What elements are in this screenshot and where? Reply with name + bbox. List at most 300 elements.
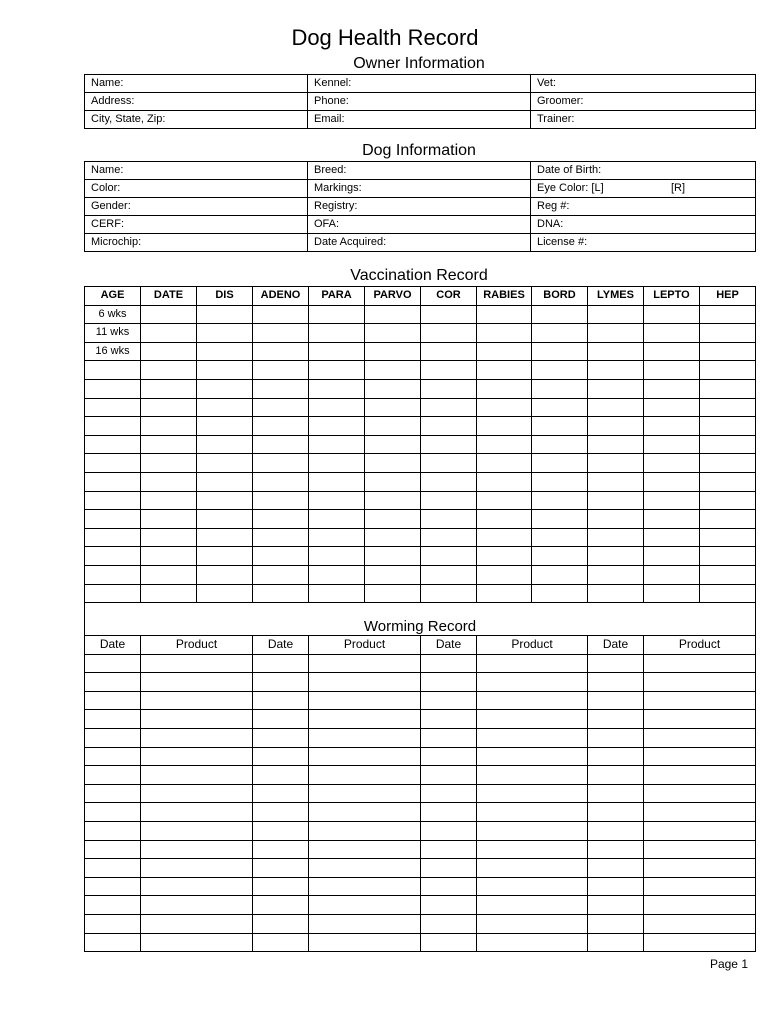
vaccination-age-cell[interactable] [85, 565, 141, 584]
worming-cell[interactable] [644, 859, 756, 878]
vaccination-cell[interactable] [477, 491, 532, 510]
dog-info-field[interactable]: Markings: [308, 180, 531, 198]
vaccination-cell[interactable] [477, 324, 532, 343]
vaccination-cell[interactable] [141, 305, 197, 324]
vaccination-cell[interactable] [700, 491, 756, 510]
vaccination-cell[interactable] [532, 565, 588, 584]
vaccination-cell[interactable] [700, 565, 756, 584]
vaccination-cell[interactable] [253, 491, 309, 510]
vaccination-cell[interactable] [309, 324, 365, 343]
vaccination-cell[interactable] [700, 472, 756, 491]
vaccination-cell[interactable] [365, 547, 421, 566]
worming-cell[interactable] [644, 710, 756, 729]
vaccination-age-cell[interactable]: 16 wks [85, 342, 141, 361]
vaccination-cell[interactable] [253, 417, 309, 436]
vaccination-cell[interactable] [197, 398, 253, 417]
worming-cell[interactable] [253, 859, 309, 878]
worming-cell[interactable] [253, 691, 309, 710]
worming-cell[interactable] [253, 822, 309, 841]
worming-cell[interactable] [588, 784, 644, 803]
worming-cell[interactable] [644, 766, 756, 785]
vaccination-age-cell[interactable]: 6 wks [85, 305, 141, 324]
worming-cell[interactable] [644, 822, 756, 841]
owner-info-field[interactable]: Name: [85, 75, 308, 93]
worming-cell[interactable] [421, 766, 477, 785]
worming-cell[interactable] [85, 691, 141, 710]
worming-cell[interactable] [477, 822, 588, 841]
worming-cell[interactable] [253, 803, 309, 822]
worming-cell[interactable] [588, 654, 644, 673]
vaccination-cell[interactable] [588, 547, 644, 566]
vaccination-cell[interactable] [365, 379, 421, 398]
worming-cell[interactable] [421, 691, 477, 710]
vaccination-cell[interactable] [253, 584, 309, 603]
worming-cell[interactable] [141, 840, 253, 859]
vaccination-cell[interactable] [644, 510, 700, 529]
worming-cell[interactable] [477, 784, 588, 803]
worming-cell[interactable] [644, 784, 756, 803]
vaccination-cell[interactable] [141, 454, 197, 473]
worming-cell[interactable] [644, 840, 756, 859]
worming-cell[interactable] [421, 803, 477, 822]
vaccination-cell[interactable] [309, 361, 365, 380]
vaccination-age-cell[interactable] [85, 528, 141, 547]
owner-info-field[interactable]: Trainer: [531, 111, 756, 129]
vaccination-cell[interactable] [141, 491, 197, 510]
vaccination-cell[interactable] [197, 547, 253, 566]
vaccination-cell[interactable] [532, 342, 588, 361]
vaccination-cell[interactable] [197, 528, 253, 547]
vaccination-cell[interactable] [588, 454, 644, 473]
vaccination-cell[interactable] [532, 584, 588, 603]
vaccination-cell[interactable] [253, 361, 309, 380]
vaccination-cell[interactable] [588, 417, 644, 436]
vaccination-age-cell[interactable]: 11 wks [85, 324, 141, 343]
worming-cell[interactable] [644, 803, 756, 822]
vaccination-cell[interactable] [700, 435, 756, 454]
vaccination-cell[interactable] [644, 361, 700, 380]
vaccination-cell[interactable] [253, 324, 309, 343]
vaccination-age-cell[interactable] [85, 584, 141, 603]
vaccination-cell[interactable] [700, 547, 756, 566]
vaccination-cell[interactable] [141, 565, 197, 584]
vaccination-cell[interactable] [700, 305, 756, 324]
worming-cell[interactable] [477, 803, 588, 822]
vaccination-cell[interactable] [532, 379, 588, 398]
vaccination-cell[interactable] [477, 379, 532, 398]
vaccination-cell[interactable] [141, 361, 197, 380]
worming-cell[interactable] [421, 673, 477, 692]
worming-cell[interactable] [421, 822, 477, 841]
vaccination-cell[interactable] [477, 528, 532, 547]
vaccination-cell[interactable] [141, 398, 197, 417]
worming-cell[interactable] [644, 654, 756, 673]
worming-cell[interactable] [421, 710, 477, 729]
vaccination-cell[interactable] [141, 547, 197, 566]
vaccination-cell[interactable] [532, 398, 588, 417]
vaccination-cell[interactable] [197, 361, 253, 380]
worming-cell[interactable] [253, 877, 309, 896]
vaccination-cell[interactable] [197, 454, 253, 473]
worming-cell[interactable] [85, 877, 141, 896]
vaccination-cell[interactable] [644, 435, 700, 454]
vaccination-cell[interactable] [532, 305, 588, 324]
vaccination-cell[interactable] [365, 435, 421, 454]
worming-cell[interactable] [85, 840, 141, 859]
worming-cell[interactable] [588, 803, 644, 822]
worming-cell[interactable] [477, 766, 588, 785]
worming-cell[interactable] [588, 710, 644, 729]
owner-info-field[interactable]: Groomer: [531, 93, 756, 111]
dog-info-field[interactable]: Gender: [85, 198, 308, 216]
owner-info-field[interactable]: Email: [308, 111, 531, 129]
vaccination-cell[interactable] [365, 472, 421, 491]
owner-info-field[interactable]: Address: [85, 93, 308, 111]
vaccination-cell[interactable] [141, 528, 197, 547]
vaccination-cell[interactable] [141, 379, 197, 398]
vaccination-cell[interactable] [588, 491, 644, 510]
vaccination-cell[interactable] [365, 342, 421, 361]
worming-cell[interactable] [309, 877, 421, 896]
vaccination-cell[interactable] [365, 417, 421, 436]
vaccination-cell[interactable] [588, 528, 644, 547]
vaccination-cell[interactable] [141, 510, 197, 529]
worming-cell[interactable] [85, 729, 141, 748]
worming-cell[interactable] [309, 784, 421, 803]
worming-cell[interactable] [253, 840, 309, 859]
vaccination-cell[interactable] [197, 342, 253, 361]
worming-cell[interactable] [253, 915, 309, 934]
worming-cell[interactable] [588, 933, 644, 952]
worming-cell[interactable] [309, 729, 421, 748]
worming-cell[interactable] [644, 896, 756, 915]
vaccination-cell[interactable] [477, 342, 532, 361]
vaccination-cell[interactable] [700, 398, 756, 417]
worming-cell[interactable] [588, 840, 644, 859]
vaccination-cell[interactable] [253, 528, 309, 547]
vaccination-age-cell[interactable] [85, 454, 141, 473]
worming-cell[interactable] [253, 673, 309, 692]
vaccination-age-cell[interactable] [85, 547, 141, 566]
worming-cell[interactable] [644, 877, 756, 896]
vaccination-cell[interactable] [197, 472, 253, 491]
vaccination-cell[interactable] [197, 324, 253, 343]
worming-cell[interactable] [85, 784, 141, 803]
worming-cell[interactable] [644, 915, 756, 934]
dog-info-field[interactable]: Reg #: [531, 198, 756, 216]
vaccination-cell[interactable] [421, 361, 477, 380]
vaccination-cell[interactable] [141, 417, 197, 436]
worming-cell[interactable] [477, 710, 588, 729]
worming-cell[interactable] [477, 915, 588, 934]
vaccination-cell[interactable] [644, 565, 700, 584]
vaccination-cell[interactable] [141, 472, 197, 491]
vaccination-cell[interactable] [588, 379, 644, 398]
vaccination-cell[interactable] [700, 528, 756, 547]
vaccination-cell[interactable] [309, 510, 365, 529]
vaccination-cell[interactable] [421, 491, 477, 510]
worming-cell[interactable] [309, 710, 421, 729]
dog-info-field[interactable]: Breed: [308, 162, 531, 180]
worming-cell[interactable] [477, 859, 588, 878]
vaccination-cell[interactable] [421, 454, 477, 473]
vaccination-cell[interactable] [365, 454, 421, 473]
vaccination-cell[interactable] [309, 547, 365, 566]
vaccination-cell[interactable] [141, 435, 197, 454]
vaccination-cell[interactable] [365, 324, 421, 343]
vaccination-cell[interactable] [588, 305, 644, 324]
vaccination-cell[interactable] [365, 528, 421, 547]
worming-cell[interactable] [309, 766, 421, 785]
worming-cell[interactable] [141, 747, 253, 766]
vaccination-cell[interactable] [421, 417, 477, 436]
dog-info-field[interactable]: License #: [531, 234, 756, 252]
vaccination-cell[interactable] [532, 435, 588, 454]
owner-info-field[interactable]: City, State, Zip: [85, 111, 308, 129]
vaccination-age-cell[interactable] [85, 491, 141, 510]
vaccination-cell[interactable] [700, 510, 756, 529]
worming-cell[interactable] [588, 766, 644, 785]
worming-cell[interactable] [421, 729, 477, 748]
worming-cell[interactable] [141, 877, 253, 896]
worming-cell[interactable] [141, 803, 253, 822]
vaccination-cell[interactable] [477, 510, 532, 529]
vaccination-cell[interactable] [532, 454, 588, 473]
vaccination-cell[interactable] [309, 528, 365, 547]
worming-cell[interactable] [309, 673, 421, 692]
vaccination-age-cell[interactable] [85, 417, 141, 436]
vaccination-age-cell[interactable] [85, 361, 141, 380]
worming-cell[interactable] [477, 877, 588, 896]
vaccination-cell[interactable] [532, 491, 588, 510]
vaccination-cell[interactable] [197, 417, 253, 436]
dog-info-field[interactable]: Name: [85, 162, 308, 180]
worming-cell[interactable] [85, 859, 141, 878]
worming-cell[interactable] [85, 822, 141, 841]
vaccination-cell[interactable] [421, 324, 477, 343]
vaccination-cell[interactable] [309, 398, 365, 417]
vaccination-cell[interactable] [197, 379, 253, 398]
vaccination-cell[interactable] [644, 324, 700, 343]
vaccination-cell[interactable] [365, 361, 421, 380]
worming-cell[interactable] [85, 766, 141, 785]
vaccination-age-cell[interactable] [85, 435, 141, 454]
worming-cell[interactable] [421, 915, 477, 934]
worming-cell[interactable] [141, 915, 253, 934]
vaccination-cell[interactable] [421, 565, 477, 584]
worming-cell[interactable] [141, 933, 253, 952]
vaccination-cell[interactable] [421, 342, 477, 361]
worming-cell[interactable] [85, 710, 141, 729]
worming-cell[interactable] [141, 691, 253, 710]
vaccination-cell[interactable] [421, 547, 477, 566]
vaccination-cell[interactable] [365, 398, 421, 417]
worming-cell[interactable] [309, 896, 421, 915]
worming-cell[interactable] [141, 896, 253, 915]
vaccination-cell[interactable] [421, 528, 477, 547]
vaccination-cell[interactable] [532, 528, 588, 547]
vaccination-cell[interactable] [588, 472, 644, 491]
worming-cell[interactable] [253, 710, 309, 729]
worming-cell[interactable] [477, 654, 588, 673]
vaccination-cell[interactable] [477, 565, 532, 584]
vaccination-cell[interactable] [197, 305, 253, 324]
vaccination-cell[interactable] [309, 417, 365, 436]
dog-info-field[interactable]: DNA: [531, 216, 756, 234]
dog-info-field[interactable]: Color: [85, 180, 308, 198]
worming-cell[interactable] [85, 673, 141, 692]
vaccination-cell[interactable] [588, 398, 644, 417]
vaccination-cell[interactable] [700, 324, 756, 343]
vaccination-cell[interactable] [477, 417, 532, 436]
vaccination-cell[interactable] [197, 584, 253, 603]
dog-info-field[interactable]: Date of Birth: [531, 162, 756, 180]
vaccination-cell[interactable] [253, 305, 309, 324]
vaccination-cell[interactable] [253, 379, 309, 398]
vaccination-cell[interactable] [532, 547, 588, 566]
worming-cell[interactable] [644, 933, 756, 952]
vaccination-cell[interactable] [644, 547, 700, 566]
dog-info-field[interactable]: CERF: [85, 216, 308, 234]
vaccination-cell[interactable] [141, 324, 197, 343]
vaccination-cell[interactable] [253, 565, 309, 584]
vaccination-cell[interactable] [253, 454, 309, 473]
dog-info-field[interactable]: OFA: [308, 216, 531, 234]
worming-cell[interactable] [421, 877, 477, 896]
vaccination-cell[interactable] [588, 324, 644, 343]
vaccination-age-cell[interactable] [85, 472, 141, 491]
vaccination-cell[interactable] [588, 361, 644, 380]
vaccination-cell[interactable] [700, 361, 756, 380]
worming-cell[interactable] [253, 766, 309, 785]
vaccination-cell[interactable] [365, 305, 421, 324]
worming-cell[interactable] [141, 710, 253, 729]
worming-cell[interactable] [644, 729, 756, 748]
worming-cell[interactable] [588, 729, 644, 748]
vaccination-cell[interactable] [532, 472, 588, 491]
worming-cell[interactable] [588, 673, 644, 692]
worming-cell[interactable] [253, 933, 309, 952]
worming-cell[interactable] [477, 933, 588, 952]
vaccination-cell[interactable] [477, 398, 532, 417]
vaccination-cell[interactable] [477, 472, 532, 491]
vaccination-cell[interactable] [309, 584, 365, 603]
worming-cell[interactable] [141, 729, 253, 748]
vaccination-cell[interactable] [197, 491, 253, 510]
vaccination-cell[interactable] [644, 379, 700, 398]
vaccination-cell[interactable] [700, 342, 756, 361]
worming-cell[interactable] [309, 859, 421, 878]
worming-cell[interactable] [588, 747, 644, 766]
worming-cell[interactable] [309, 822, 421, 841]
vaccination-cell[interactable] [197, 435, 253, 454]
worming-cell[interactable] [141, 859, 253, 878]
worming-cell[interactable] [253, 729, 309, 748]
worming-cell[interactable] [477, 729, 588, 748]
vaccination-cell[interactable] [477, 305, 532, 324]
vaccination-cell[interactable] [197, 510, 253, 529]
worming-cell[interactable] [253, 896, 309, 915]
vaccination-cell[interactable] [253, 472, 309, 491]
worming-cell[interactable] [309, 933, 421, 952]
vaccination-cell[interactable] [421, 435, 477, 454]
vaccination-cell[interactable] [588, 435, 644, 454]
vaccination-age-cell[interactable] [85, 379, 141, 398]
vaccination-cell[interactable] [141, 342, 197, 361]
vaccination-cell[interactable] [644, 454, 700, 473]
vaccination-cell[interactable] [309, 342, 365, 361]
worming-cell[interactable] [644, 691, 756, 710]
vaccination-cell[interactable] [700, 584, 756, 603]
vaccination-cell[interactable] [532, 361, 588, 380]
vaccination-cell[interactable] [644, 491, 700, 510]
vaccination-cell[interactable] [532, 324, 588, 343]
worming-cell[interactable] [253, 747, 309, 766]
worming-cell[interactable] [141, 673, 253, 692]
worming-cell[interactable] [644, 673, 756, 692]
worming-cell[interactable] [477, 896, 588, 915]
vaccination-cell[interactable] [644, 305, 700, 324]
worming-cell[interactable] [85, 654, 141, 673]
worming-cell[interactable] [309, 691, 421, 710]
vaccination-cell[interactable] [644, 584, 700, 603]
vaccination-cell[interactable] [309, 565, 365, 584]
worming-cell[interactable] [85, 933, 141, 952]
vaccination-cell[interactable] [309, 472, 365, 491]
vaccination-cell[interactable] [253, 435, 309, 454]
dog-info-field[interactable]: Registry: [308, 198, 531, 216]
vaccination-cell[interactable] [253, 342, 309, 361]
worming-cell[interactable] [588, 915, 644, 934]
vaccination-cell[interactable] [365, 491, 421, 510]
dog-info-field[interactable]: Date Acquired: [308, 234, 531, 252]
worming-cell[interactable] [421, 896, 477, 915]
owner-info-field[interactable]: Kennel: [308, 75, 531, 93]
vaccination-cell[interactable] [644, 528, 700, 547]
worming-cell[interactable] [588, 691, 644, 710]
vaccination-cell[interactable] [421, 510, 477, 529]
worming-cell[interactable] [588, 896, 644, 915]
vaccination-cell[interactable] [644, 472, 700, 491]
vaccination-cell[interactable] [421, 584, 477, 603]
vaccination-cell[interactable] [197, 565, 253, 584]
dog-info-field[interactable]: Eye Color: [L] [R] [531, 180, 756, 198]
vaccination-cell[interactable] [588, 342, 644, 361]
worming-cell[interactable] [477, 673, 588, 692]
vaccination-cell[interactable] [253, 547, 309, 566]
vaccination-cell[interactable] [477, 584, 532, 603]
worming-cell[interactable] [141, 766, 253, 785]
vaccination-cell[interactable] [644, 417, 700, 436]
vaccination-cell[interactable] [309, 379, 365, 398]
vaccination-cell[interactable] [309, 305, 365, 324]
worming-cell[interactable] [588, 822, 644, 841]
worming-cell[interactable] [253, 654, 309, 673]
owner-info-field[interactable]: Vet: [531, 75, 756, 93]
worming-cell[interactable] [421, 859, 477, 878]
worming-cell[interactable] [421, 654, 477, 673]
vaccination-cell[interactable] [309, 454, 365, 473]
vaccination-cell[interactable] [421, 379, 477, 398]
worming-cell[interactable] [421, 933, 477, 952]
vaccination-cell[interactable] [309, 435, 365, 454]
worming-cell[interactable] [588, 859, 644, 878]
worming-cell[interactable] [309, 840, 421, 859]
worming-cell[interactable] [309, 803, 421, 822]
worming-cell[interactable] [309, 654, 421, 673]
vaccination-cell[interactable] [588, 510, 644, 529]
vaccination-cell[interactable] [421, 472, 477, 491]
